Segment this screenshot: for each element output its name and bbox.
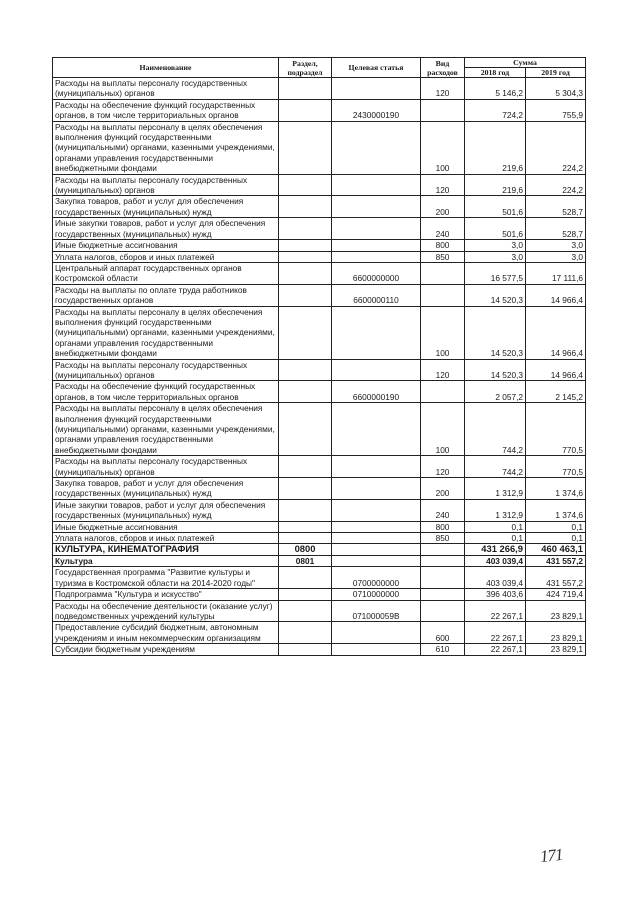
cell-type (421, 589, 465, 600)
table-row (53, 121, 586, 174)
table-row (53, 521, 586, 532)
cell-2019: 224,2 (526, 174, 586, 196)
cell-2018: 501,6 (465, 196, 526, 218)
table-row (53, 555, 586, 566)
cell-target (332, 521, 421, 532)
table-row (53, 306, 586, 359)
cell-name: Расходы на выплаты персоналу государственных (муниципальных) органов (53, 174, 279, 196)
header-section: Раздел, подраздел (279, 58, 332, 78)
cell-section (279, 284, 332, 306)
cell-2018: 1 312,9 (465, 478, 526, 500)
cell-name: Иные бюджетные ассигнования (53, 521, 279, 532)
cell-type: 120 (421, 359, 465, 381)
cell-section (279, 499, 332, 521)
cell-2018: 396 403,6 (465, 589, 526, 600)
cell-type: 200 (421, 196, 465, 218)
cell-2019: 14 966,4 (526, 359, 586, 381)
cell-2018: 403 039,4 (465, 555, 526, 566)
cell-2018: 16 577,5 (465, 262, 526, 284)
cell-section (279, 478, 332, 500)
table-row (53, 78, 586, 100)
cell-target: 6600000000 (332, 262, 421, 284)
cell-2018: 724,2 (465, 99, 526, 121)
cell-2018: 219,6 (465, 174, 526, 196)
cell-section (279, 262, 332, 284)
header-type: Вид расходов (421, 58, 465, 78)
table-row (53, 99, 586, 121)
cell-type: 120 (421, 456, 465, 478)
table-row (53, 589, 586, 600)
cell-type: 800 (421, 521, 465, 532)
cell-2018: 14 520,3 (465, 284, 526, 306)
cell-section (279, 306, 332, 359)
cell-type: 200 (421, 478, 465, 500)
cell-name: Центральный аппарат государственных органов Костромской области (53, 262, 279, 284)
cell-type: 240 (421, 499, 465, 521)
cell-section (279, 359, 332, 381)
cell-section (279, 600, 332, 622)
cell-2018: 3,0 (465, 251, 526, 262)
page-number: 171 (539, 844, 564, 867)
cell-target (332, 306, 421, 359)
cell-target (332, 403, 421, 456)
table-row (53, 478, 586, 500)
table-row (53, 499, 586, 521)
cell-section (279, 78, 332, 100)
cell-name: Расходы на выплаты персоналу в целях обеспечения выполнения функций государственными (муниципальными) органами, казенными учреждениями, органами управления государственными внебюджетными фондами (53, 403, 279, 456)
table-row (53, 403, 586, 456)
cell-type: 850 (421, 251, 465, 262)
cell-target (332, 478, 421, 500)
cell-type: 240 (421, 218, 465, 240)
cell-name: Предоставление субсидий бюджетным, автономным учреждениям и иным некоммерческим организациям (53, 622, 279, 644)
cell-section (279, 567, 332, 589)
cell-2019: 431 557,2 (526, 567, 586, 589)
cell-name: Государственная программа "Развитие культуры и туризма в Костромской области на 2014-2020 годы" (53, 567, 279, 589)
cell-type: 800 (421, 240, 465, 251)
cell-2019: 2 145,2 (526, 381, 586, 403)
cell-target (332, 622, 421, 644)
cell-name: Закупка товаров, работ и услуг для обеспечения государственных (муниципальных) нужд (53, 478, 279, 500)
cell-name: Расходы на обеспечение функций государственных органов, в том числе территориальных органов (53, 99, 279, 121)
table-row (53, 567, 586, 589)
cell-2018: 501,6 (465, 218, 526, 240)
cell-2019: 528,7 (526, 196, 586, 218)
cell-name: КУЛЬТУРА, КИНЕМАТОГРАФИЯ (53, 544, 279, 555)
cell-2018: 3,0 (465, 240, 526, 251)
cell-target (332, 456, 421, 478)
cell-section (279, 218, 332, 240)
cell-type: 600 (421, 622, 465, 644)
table-row (53, 218, 586, 240)
cell-section (279, 240, 332, 251)
cell-2018: 5 146,2 (465, 78, 526, 100)
cell-2018: 744,2 (465, 403, 526, 456)
cell-2019: 3,0 (526, 251, 586, 262)
cell-name: Уплата налогов, сборов и иных платежей (53, 533, 279, 544)
table-row (53, 251, 586, 262)
cell-2018: 0,1 (465, 533, 526, 544)
cell-2018: 744,2 (465, 456, 526, 478)
cell-2019: 770,5 (526, 403, 586, 456)
cell-type (421, 544, 465, 555)
cell-section (279, 622, 332, 644)
table-header (53, 58, 586, 78)
table-row (53, 533, 586, 544)
cell-section (279, 381, 332, 403)
cell-2019: 14 966,4 (526, 284, 586, 306)
cell-section (279, 589, 332, 600)
cell-name: Подпрограмма "Культура и искусство" (53, 589, 279, 600)
cell-section (279, 403, 332, 456)
cell-section (279, 174, 332, 196)
cell-2018: 403 039,4 (465, 567, 526, 589)
cell-section: 0801 (279, 555, 332, 566)
cell-target (332, 644, 421, 655)
cell-target: 0710000000 (332, 589, 421, 600)
cell-2019: 431 557,2 (526, 555, 586, 566)
cell-2019: 528,7 (526, 218, 586, 240)
cell-name: Расходы на выплаты персоналу государственных (муниципальных) органов (53, 359, 279, 381)
table-row (53, 644, 586, 655)
header-target: Целевая статья (332, 58, 421, 78)
cell-target: 6600000190 (332, 381, 421, 403)
table-row (53, 240, 586, 251)
header-2019: 2019 год (526, 68, 586, 78)
header-2018: 2018 год (465, 68, 526, 78)
cell-type (421, 600, 465, 622)
cell-2018: 22 267,1 (465, 644, 526, 655)
cell-section (279, 251, 332, 262)
cell-type (421, 555, 465, 566)
table-row (53, 456, 586, 478)
cell-section (279, 644, 332, 655)
cell-name: Расходы на выплаты персоналу в целях обеспечения выполнения функций государственными (муниципальными) органами, казенными учреждениями, органами управления государственными внебюджетными фондами (53, 306, 279, 359)
cell-target (332, 544, 421, 555)
cell-2018: 0,1 (465, 521, 526, 532)
table-row (53, 622, 586, 644)
cell-type (421, 262, 465, 284)
table-row (53, 174, 586, 196)
cell-type: 850 (421, 533, 465, 544)
cell-2019: 755,9 (526, 99, 586, 121)
cell-target: 0700000000 (332, 567, 421, 589)
table-row (53, 262, 586, 284)
cell-name: Расходы на выплаты персоналу государственных (муниципальных) органов (53, 78, 279, 100)
budget-table (52, 57, 586, 656)
cell-target (332, 196, 421, 218)
cell-type: 100 (421, 121, 465, 174)
cell-2019: 23 829,1 (526, 622, 586, 644)
cell-target (332, 218, 421, 240)
cell-2019: 5 304,3 (526, 78, 586, 100)
cell-target: 6600000110 (332, 284, 421, 306)
table-row (53, 284, 586, 306)
cell-2019: 14 966,4 (526, 306, 586, 359)
cell-target (332, 533, 421, 544)
cell-name: Расходы на выплаты по оплате труда работников государственных органов (53, 284, 279, 306)
cell-section (279, 533, 332, 544)
cell-2019: 460 463,1 (526, 544, 586, 555)
cell-2018: 431 266,9 (465, 544, 526, 555)
cell-type: 120 (421, 174, 465, 196)
cell-target (332, 359, 421, 381)
cell-2018: 22 267,1 (465, 600, 526, 622)
cell-2019: 23 829,1 (526, 644, 586, 655)
cell-name: Иные бюджетные ассигнования (53, 240, 279, 251)
cell-2019: 1 374,6 (526, 478, 586, 500)
cell-name: Иные закупки товаров, работ и услуг для обеспечения государственных (муниципальных) нужд (53, 218, 279, 240)
table-row (53, 544, 586, 555)
cell-target (332, 251, 421, 262)
header-sum: Сумма (465, 58, 586, 68)
cell-2019: 770,5 (526, 456, 586, 478)
table-row (53, 381, 586, 403)
cell-2018: 1 312,9 (465, 499, 526, 521)
cell-name: Расходы на обеспечение деятельности (оказание услуг) подведомственных учреждений культуры (53, 600, 279, 622)
cell-target: 071000059В (332, 600, 421, 622)
cell-section (279, 456, 332, 478)
cell-target (332, 555, 421, 566)
cell-2019: 424 719,4 (526, 589, 586, 600)
cell-section (279, 196, 332, 218)
table-row (53, 600, 586, 622)
cell-target (332, 499, 421, 521)
cell-type: 100 (421, 403, 465, 456)
cell-section (279, 521, 332, 532)
cell-type (421, 99, 465, 121)
cell-2018: 22 267,1 (465, 622, 526, 644)
table-body (53, 78, 586, 656)
cell-type: 610 (421, 644, 465, 655)
cell-2019: 0,1 (526, 533, 586, 544)
cell-name: Культура (53, 555, 279, 566)
cell-2018: 2 057,2 (465, 381, 526, 403)
cell-name: Расходы на обеспечение функций государственных органов, в том числе территориальных органов (53, 381, 279, 403)
table-row (53, 196, 586, 218)
cell-section: 0800 (279, 544, 332, 555)
cell-section (279, 99, 332, 121)
cell-2019: 23 829,1 (526, 600, 586, 622)
cell-type (421, 567, 465, 589)
cell-name: Расходы на выплаты персоналу в целях обеспечения выполнения функций государственными (муниципальными) органами, казенными учреждениями, органами управления государственными внебюджетными фондами (53, 121, 279, 174)
table-row (53, 359, 586, 381)
cell-2019: 17 111,6 (526, 262, 586, 284)
cell-target (332, 174, 421, 196)
cell-type: 120 (421, 78, 465, 100)
cell-2018: 219,6 (465, 121, 526, 174)
cell-target (332, 78, 421, 100)
cell-type: 100 (421, 306, 465, 359)
cell-name: Уплата налогов, сборов и иных платежей (53, 251, 279, 262)
cell-name: Иные закупки товаров, работ и услуг для обеспечения государственных (муниципальных) нужд (53, 499, 279, 521)
cell-name: Субсидии бюджетным учреждениям (53, 644, 279, 655)
header-name: Наименование (53, 58, 279, 78)
cell-target: 2430000190 (332, 99, 421, 121)
cell-name: Закупка товаров, работ и услуг для обеспечения государственных (муниципальных) нужд (53, 196, 279, 218)
cell-2019: 3,0 (526, 240, 586, 251)
cell-target (332, 240, 421, 251)
cell-2019: 0,1 (526, 521, 586, 532)
cell-2019: 224,2 (526, 121, 586, 174)
cell-2019: 1 374,6 (526, 499, 586, 521)
cell-name: Расходы на выплаты персоналу государственных (муниципальных) органов (53, 456, 279, 478)
cell-section (279, 121, 332, 174)
cell-type (421, 284, 465, 306)
cell-type (421, 381, 465, 403)
cell-2018: 14 520,3 (465, 306, 526, 359)
cell-2018: 14 520,3 (465, 359, 526, 381)
cell-target (332, 121, 421, 174)
